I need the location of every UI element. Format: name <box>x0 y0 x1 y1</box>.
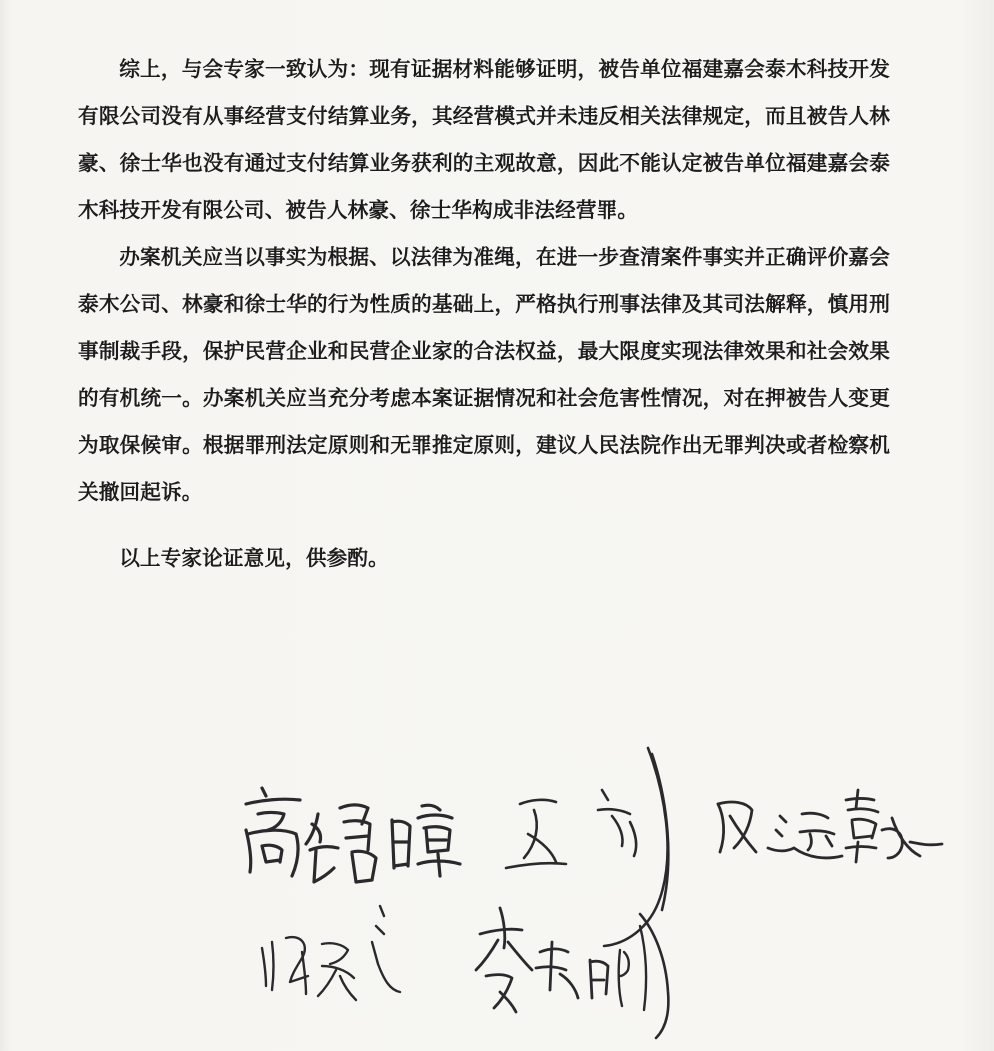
signatures-svg <box>0 730 994 1051</box>
signature-1 <box>246 788 460 882</box>
signature-area <box>0 730 994 1051</box>
paragraph-recommendation: 办案机关应当以事实为根据、以法律为准绳，在进一步查清案件事实并正确评价嘉会泰木公司、林豪和徐士华的行为性质的基础上，严格执行刑事法律及其司法解释，慎用刑事制裁手段，保护民营企业和民营企业家的合法权益，最大限度实现法律效果和社会效果的有机统一。办案机关应当充分考虑本案证据情况和社会危害性情况，对在押被告人变更为取保候审。根据罪刑法定原则和无罪推定原则，建议人民法院作出无罪判决或者检察机关撤回起诉。 <box>78 245 890 504</box>
signature-6 <box>619 926 646 1010</box>
paragraph-conclusion: 综上，与会专家一致认为：现有证据材料能够证明，被告单位福建嘉会泰木科技开发有限公司没有从事经营支付结算业务，其经营模式并未违反相关法律规定，而且被告人林豪、徐士华也没有通过支付结算业务获利的主观故意，因此不能认定被告单位福建嘉会泰木科技开发有限公司、被告人林豪、徐士华构成非法经营罪。 <box>78 57 890 222</box>
closing-statement: 以上专家论证意见，供参酌。 <box>119 546 389 570</box>
document-body <box>78 46 890 582</box>
signature-5 <box>476 908 608 1012</box>
signature-4 <box>262 906 400 1000</box>
signature-3 <box>718 790 942 862</box>
signature-2 <box>506 748 668 1038</box>
